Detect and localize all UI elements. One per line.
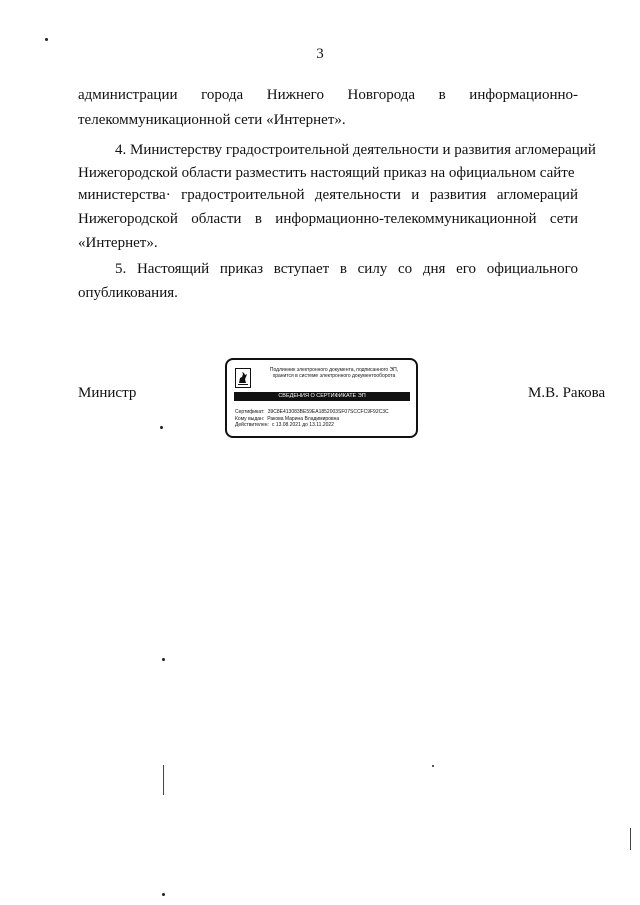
certificate-value: 39C8E413083BE59EA1852003SF07SCCFC9F92C3C (267, 409, 389, 415)
word: его (456, 261, 477, 277)
paragraph-4-line-1: 4. Министерству градостроительной деятельности и развития агломераций (115, 142, 596, 158)
word: министерства· (78, 187, 171, 203)
scan-speck (432, 765, 434, 767)
line-text: Нижегородской области разместить настоящий приказ на официальном сайте (78, 165, 575, 181)
stamp-header-line-2: хранится в системе электронного документооборота (272, 373, 396, 379)
word: дня (422, 261, 446, 277)
nizhny-novgorod-deer-emblem-icon (235, 368, 251, 388)
valid-label: Действителен: (235, 422, 269, 428)
word: силу (357, 261, 388, 277)
stamp-header-line-1: Подлинник электронного документа, подписанного ЭП, (269, 367, 399, 373)
paragraph-4-line-2 (78, 164, 578, 182)
scan-line (630, 828, 631, 850)
paragraph-4-line-5: «Интернет». (78, 235, 158, 251)
word: в (254, 211, 262, 227)
certificate-label: Сертификат: (235, 409, 265, 415)
word: агломераций (496, 187, 578, 203)
word: Нижнего (266, 87, 324, 103)
signatory-role: Министр (78, 385, 137, 401)
word: со (398, 261, 413, 277)
word: Нижегородской (78, 211, 178, 227)
word: в (438, 87, 446, 103)
issued-to-value: Ракова Марина Владимировна (267, 415, 340, 422)
valid-row (235, 422, 413, 429)
word: администрации (78, 87, 178, 103)
paragraph-4-line-3 (78, 186, 578, 204)
stamp-meta (235, 409, 413, 429)
page-number: 3 (316, 46, 324, 62)
scan-speck (162, 658, 165, 661)
word: приказ (219, 261, 264, 277)
word: города (201, 87, 244, 103)
word: официального (486, 261, 578, 277)
scan-speck (45, 38, 48, 41)
scan-speck (160, 426, 163, 429)
word: Настоящий (136, 261, 210, 277)
word: области (191, 211, 242, 227)
scan-speck (162, 893, 165, 896)
word: информационно- (469, 87, 578, 103)
word: деятельности (314, 187, 401, 203)
word: в (339, 261, 347, 277)
paragraph-5-line-2: опубликования. (78, 285, 178, 301)
issued-to-label: Кому выдан: (235, 415, 265, 422)
stamp-header (255, 367, 413, 379)
word: сети (549, 211, 578, 227)
word: вступает (273, 261, 330, 277)
stamp-title-bar: СВЕДЕНИЯ О СЕРТИФИКАТЕ ЭП (234, 392, 410, 401)
paragraph-3-line-2: телекоммуникационной сети «Интернет». (78, 112, 346, 128)
paragraph-5-line-1 (115, 260, 578, 278)
word: развития (429, 187, 487, 203)
e-signature-stamp (225, 358, 418, 438)
word: Новгорода (347, 87, 416, 103)
valid-value: с 13.08.2021 до 13.11.2022 (271, 422, 334, 428)
paragraph-4-line-4 (78, 210, 578, 228)
paragraph-3-line-1 (78, 86, 578, 104)
word: 5. (115, 261, 127, 277)
word: и (411, 187, 420, 203)
word: градостроительной (181, 187, 305, 203)
signatory-name: М.В. Ракова (528, 385, 606, 401)
word: информационно-телекоммуникационной (275, 211, 537, 227)
scan-line (163, 765, 164, 795)
